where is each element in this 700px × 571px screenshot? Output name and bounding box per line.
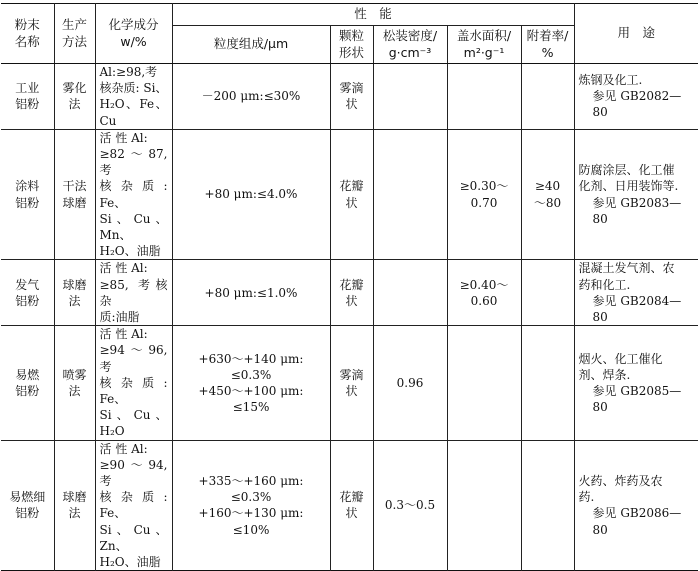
method-cell: 雾化 法 <box>54 64 95 130</box>
particle-size-cell: +80 μm:≤4.0% <box>172 129 330 260</box>
method-cell: 球磨 法 <box>54 260 95 326</box>
particle-shape-cell: 雾滴状 <box>330 326 373 440</box>
bulk-density-cell <box>373 64 447 130</box>
table-row <box>1 440 698 571</box>
particle-shape-cell: 雾滴状 <box>330 64 373 130</box>
table-row <box>1 326 698 440</box>
adhesion-rate-cell <box>521 64 574 130</box>
usage-cell <box>574 129 698 260</box>
usage-standard-ref: 参见 GB2084—80 <box>592 293 682 324</box>
powder-name-cell: 工业 铝粉 <box>15 81 40 112</box>
usage-text: 混凝土发气剂、农 药和化工. <box>578 261 675 292</box>
powder-name-cell: 易燃 铝粉 <box>15 367 40 398</box>
bulk-density-cell: 0.3～0.5 <box>373 440 447 571</box>
particle-shape-cell: 花瓣状 <box>330 260 373 326</box>
usage-text: 火药、炸药及农 药. <box>578 473 663 505</box>
powder-name-cell: 易燃细 铝粉 <box>9 490 46 521</box>
chemical-cell: 活 性 Al: ≥82～87, 考 核杂质: Fe、 Si、Cu、Mn、 H₂O、油脂 <box>95 129 172 260</box>
header-chemical-composition: 化学成分 w/% <box>95 4 172 64</box>
particle-size-cell: +80 μm:≤1.0% <box>172 260 330 326</box>
bulk-density-cell <box>373 129 447 260</box>
header-particle-shape: 颗粒 形状 <box>330 26 373 64</box>
usage-standard-ref: 参见 GB2082—80 <box>592 89 682 120</box>
adhesion-rate-cell <box>521 326 574 440</box>
usage-text: 炼钢及化工. <box>578 73 643 88</box>
header-usage: 用 途 <box>574 4 698 64</box>
chemical-cell: 活 性 Al: ≥90～94, 考 核杂质: Fe、 Si、Cu、Zn、 H₂O、油脂 <box>95 440 172 571</box>
header-method: 生产 方法 <box>54 4 95 64</box>
powder-name-cell: 发气 铝粉 <box>15 277 40 308</box>
method-cell: 喷雾 法 <box>54 326 95 440</box>
water-coverage-cell: ≥0.30～ 0.70 <box>447 129 521 260</box>
particle-size-cell: +630～+140 μm: ≤0.3% +450～+100 μm: ≤15% <box>172 326 330 440</box>
usage-text: 防腐涂层、化工催 化剂、日用装饰等. <box>578 163 679 194</box>
water-coverage-cell: ≥0.40～ 0.60 <box>447 260 521 326</box>
bulk-density-cell: 0.96 <box>373 326 447 440</box>
particle-size-cell: +335～+160 μm: ≤0.3% +160～+130 μm: ≤10% <box>172 440 330 571</box>
header-water-coverage: 盖水面积/ m²·g⁻¹ <box>447 26 521 64</box>
header-performance: 性 能 <box>172 4 574 26</box>
header-bulk-density: 松装密度/ g·cm⁻³ <box>373 26 447 64</box>
usage-standard-ref: 参见 GB2083—80 <box>592 195 682 226</box>
bulk-density-cell <box>373 260 447 326</box>
usage-text: 烟火、化工催化 剂、焊条. <box>578 351 663 382</box>
chemical-cell: 活 性 Al: ≥85, 考核杂 质:油脂 <box>95 260 172 326</box>
usage-cell <box>574 64 698 130</box>
particle-size-cell: －200 μm:≤30% <box>172 64 330 130</box>
adhesion-rate-cell: ≥40 ～80 <box>521 129 574 260</box>
header-adhesion-rate: 附着率/ % <box>521 26 574 64</box>
usage-standard-ref: 参见 GB2086—80 <box>592 506 682 537</box>
chemical-cell: Al:≥98,考 核杂质: Si、 H₂O、Fe、Cu <box>95 64 172 130</box>
header-particle-size: 粒度组成/μm <box>172 26 330 64</box>
adhesion-rate-cell <box>521 440 574 571</box>
usage-cell <box>574 260 698 326</box>
table-row <box>1 64 698 130</box>
method-cell: 干法 球磨 <box>54 129 95 260</box>
usage-cell <box>574 440 698 571</box>
adhesion-rate-cell <box>521 260 574 326</box>
powder-name-cell: 涂料 铝粉 <box>15 179 40 210</box>
aluminum-powder-table <box>1 3 698 571</box>
usage-standard-ref: 参见 GB2085—80 <box>592 383 682 415</box>
water-coverage-cell <box>447 440 521 571</box>
table-row <box>1 260 698 326</box>
table-row <box>1 129 698 260</box>
usage-cell <box>574 326 698 440</box>
particle-shape-cell: 花瓣状 <box>330 440 373 571</box>
chemical-cell: 活 性 Al: ≥94～96, 考 核杂质: Fe、 Si、Cu、H₂O <box>95 326 172 440</box>
water-coverage-cell <box>447 326 521 440</box>
header-name: 粉末 名称 <box>1 4 54 64</box>
particle-shape-cell: 花瓣状 <box>330 129 373 260</box>
method-cell: 球磨 法 <box>54 440 95 571</box>
water-coverage-cell <box>447 64 521 130</box>
